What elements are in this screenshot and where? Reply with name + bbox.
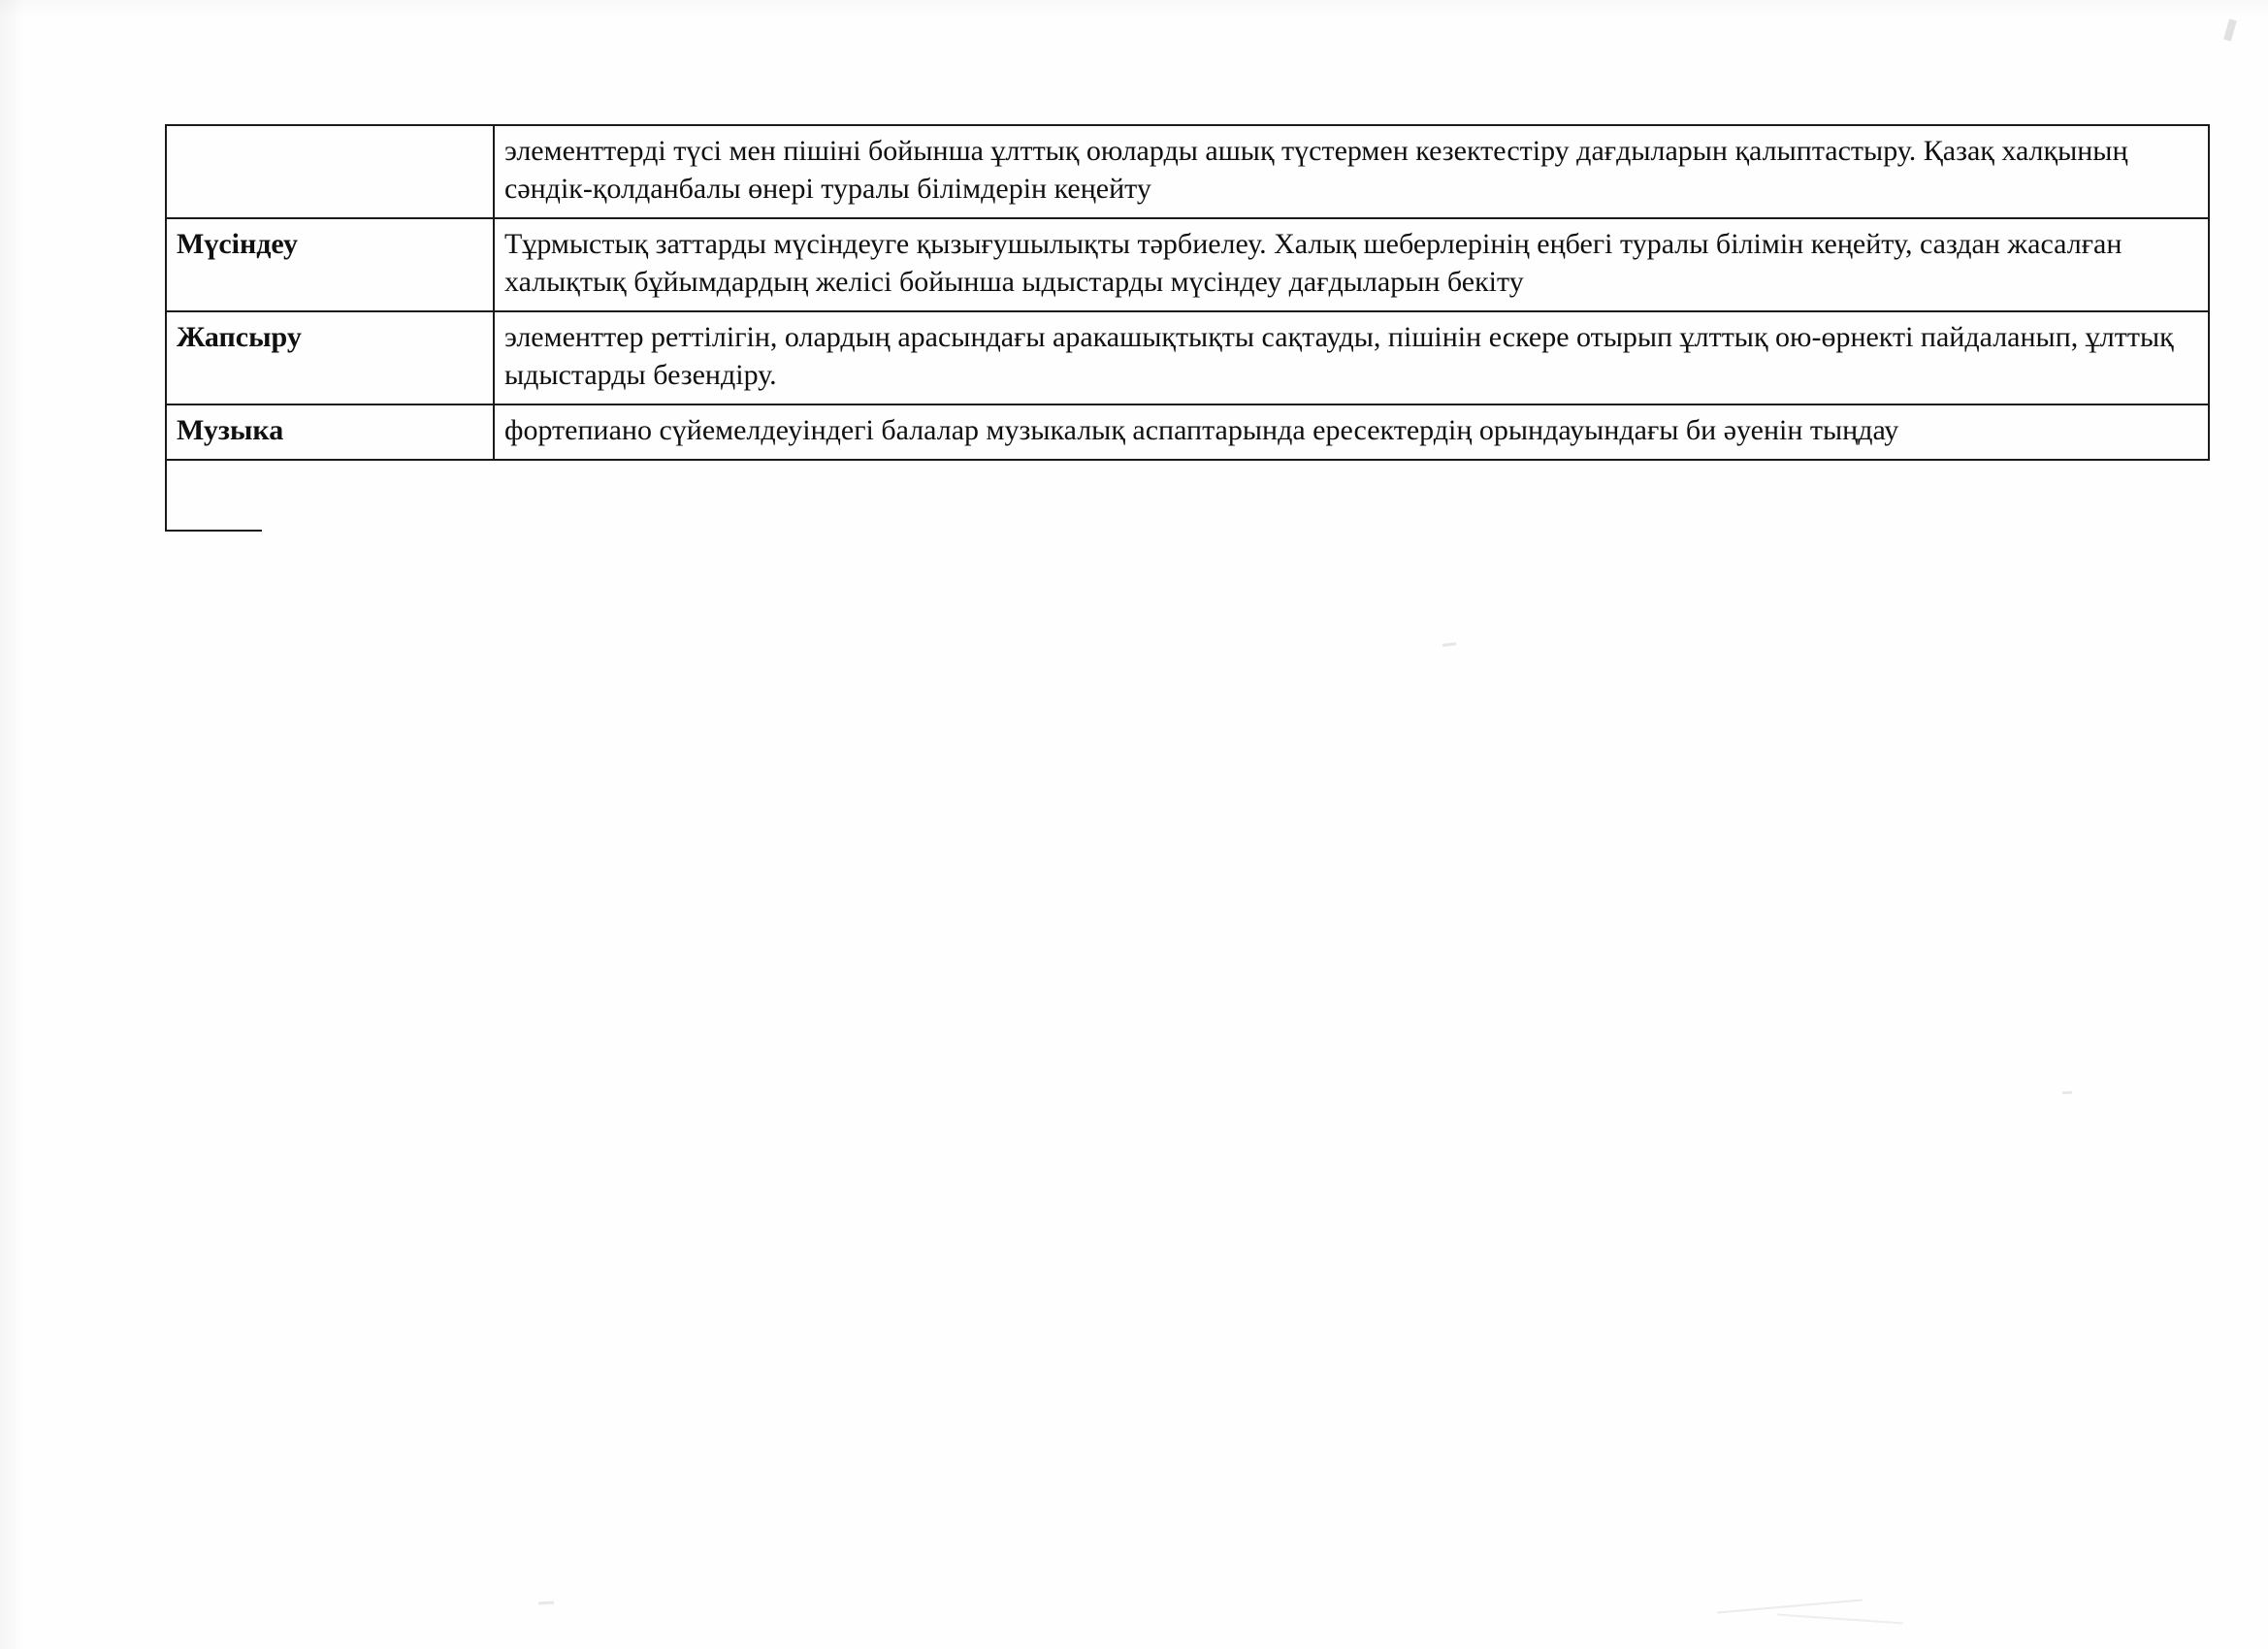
- scan-artifact-speck: [2223, 18, 2237, 41]
- table-row: [166, 218, 2209, 311]
- row-label-cell: Жапсыру: [166, 311, 494, 404]
- row-content-cell: элементтер реттілігін, олардың арасындағы аракашықтықты сақтауды, пішінін ескере отырып ұлттық ою-өрнекті пайдаланып, ұлттық ыдыстарды безендіру.: [494, 311, 2209, 404]
- table-left-stub-rule-bottom: [165, 530, 262, 532]
- scan-artifact-speck: [538, 1601, 554, 1605]
- curriculum-table: [165, 124, 2210, 461]
- scan-edge-shadow-top: [0, 0, 2268, 17]
- scan-artifact-speck: [1717, 1599, 1863, 1613]
- row-content-cell: элементтерді түсі мен пішіні бойынша ұлттық оюларды ашық түстермен кезектестіру дағдыларын қалыптастыру. Қазақ халқының сәндік-қолданбалы өнері туралы білімдерін кеңейту: [494, 125, 2209, 218]
- row-label-cell: [166, 125, 494, 218]
- table-row: [166, 125, 2209, 218]
- scan-edge-shadow-left: [0, 0, 25, 1649]
- scan-artifact-speck: [2062, 1091, 2072, 1095]
- row-label-cell: Музыка: [166, 404, 494, 460]
- table-row: [166, 311, 2209, 404]
- table-row: [166, 404, 2209, 460]
- row-content-cell: фортепиано сүйемелдеуіндегі балалар музыкалық аспаптарында ересектердің орындауындағы би әуенін тыңдау: [494, 404, 2209, 460]
- row-content-cell: Тұрмыстық заттарды мүсіндеуге қызығушылықты тәрбиелеу. Халық шеберлерінің еңбегі туралы білімін кеңейту, саздан жасалған халықтық бұйымдардың желісі бойынша ыдыстарды мүсіндеу дағдыларын бекіту: [494, 218, 2209, 311]
- row-label-cell: Мүсіндеу: [166, 218, 494, 311]
- scan-artifact-speck: [1777, 1613, 1903, 1624]
- scan-artifact-speck: [1442, 642, 1456, 646]
